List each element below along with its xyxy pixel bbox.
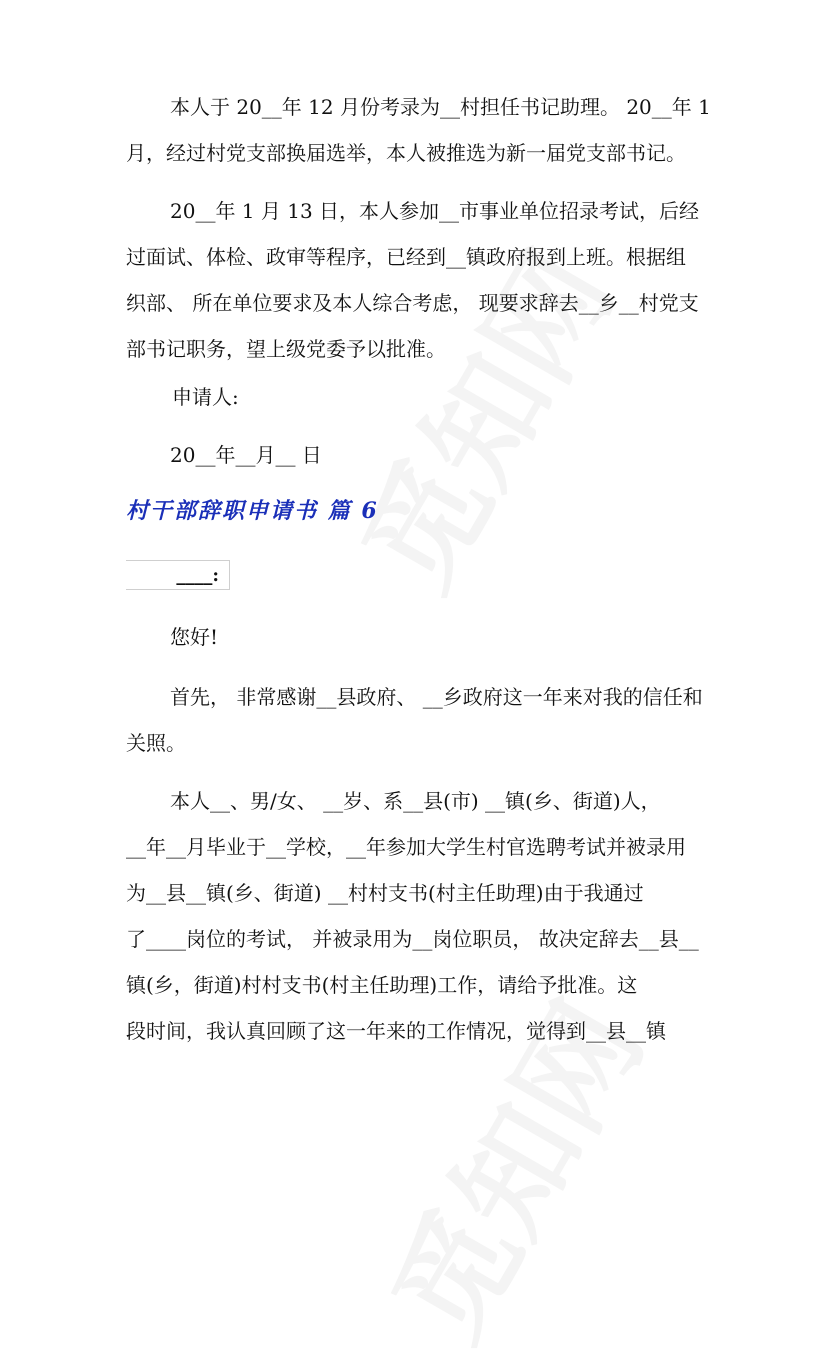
date-line: 20__年__月__ 日	[170, 443, 322, 467]
text-line: 20__年 1 月 13 日，本人参加__市事业单位招录考试，后经	[170, 199, 700, 223]
section-heading: 村干部辞职申请书 篇 6	[126, 498, 379, 524]
paragraph-thanks	[126, 674, 716, 766]
text-line: 织部、 所在单位要求及本人综合考虑， 现要求辞去__乡__村党支	[126, 291, 699, 315]
paragraph-intro	[126, 84, 716, 176]
text-line: 首先， 非常感谢__县政府、 __乡政府这一年来对我的信任和	[170, 685, 703, 709]
text-line: 镇(乡，街道)村村支书(村主任助理)工作，请给予批准。这	[126, 973, 638, 997]
applicant-label: 申请人:	[172, 385, 239, 409]
text-line: __年__月毕业于__学校，__年参加大学生村官选聘考试并被录用	[126, 835, 686, 859]
paragraph-personal-details	[126, 778, 716, 1054]
text-line: 关照。	[126, 731, 186, 755]
text-line: 了____岗位的考试， 并被录用为__岗位职员， 故决定辞去__县__	[126, 927, 699, 951]
salutation-field: ____:	[126, 560, 230, 590]
text-line: 过面试、体检、政审等程序，已经到__镇政府报到上班。根据组	[126, 245, 686, 269]
text-line: 部书记职务，望上级党委予以批准。	[126, 337, 446, 361]
text-line: 段时间，我认真回顾了这一年来的工作情况，觉得到__县__镇	[126, 1019, 666, 1043]
text-line: 本人于 20__年 12 月份考录为__村担任书记助理。 20__年 1	[170, 95, 711, 119]
text-line: 月，经过村党支部换届选举，本人被推选为新一届党支部书记。	[126, 141, 686, 165]
text-line: 本人__、男/女、 __岁、系__县(市) __镇(乡、街道)人，	[170, 789, 661, 813]
greeting: 您好!	[170, 625, 219, 649]
paragraph-resignation-reason	[126, 188, 716, 372]
text-line: 为__县__镇(乡、街道) __村村支书(村主任助理)由于我通过	[126, 881, 644, 905]
